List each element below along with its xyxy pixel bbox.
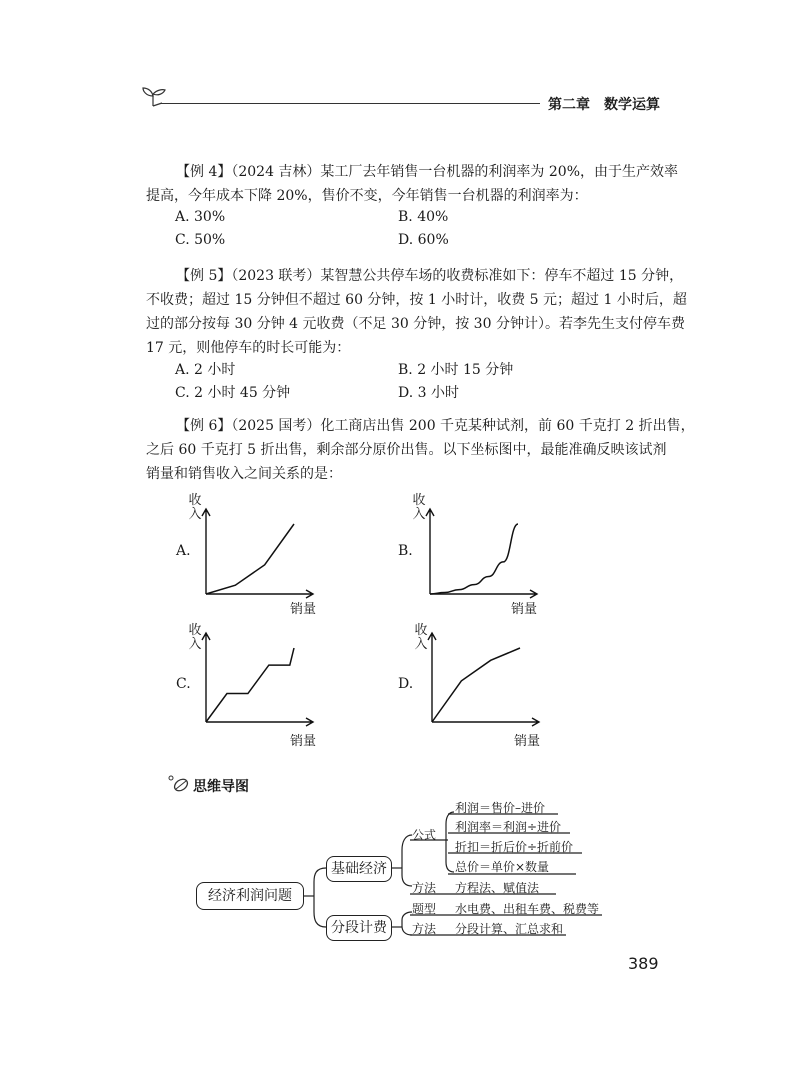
chart-c-xlabel: 销量 (290, 734, 317, 749)
mindmap-types: 水电费、出租车费、税费等 (455, 902, 600, 916)
example-5-option-c: C. 2 小时 45 分钟 (175, 385, 291, 401)
example-4-line-2: 提高，今年成本下降 20%，售价不变，今年销售一台机器的利润率为： (146, 188, 588, 204)
chart-b-ylabel: 收入 (412, 493, 426, 522)
example-5-line-2: 不收费；超过 15 分钟但不超过 60 分钟，按 1 小时计，收费 5 元；超过 1 小时后，超 (146, 292, 687, 308)
mindmap-formula-label: 公式 (412, 828, 437, 842)
chart-c-label: C. (176, 676, 191, 692)
example-5-line-4: 17 元，则他停车的时长可能为： (146, 340, 351, 356)
chart-b-xlabel: 销量 (511, 602, 538, 617)
example-6-line-3: 销量和销售收入之间关系的是： (146, 466, 342, 482)
mindmap-formula-profit: 利润＝售价–进价 (455, 801, 546, 815)
example-5-option-a: A. 2 小时 (175, 362, 236, 378)
chart-b-label: B. (398, 543, 413, 559)
mindmap-formula-discount: 折扣＝折后价÷折前价 (455, 840, 574, 854)
chart-a-xlabel: 销量 (290, 602, 317, 617)
mindmap-formula-total: 总价＝单价×数量 (455, 860, 550, 874)
mindmap-branch-basic: 基础经济 (326, 856, 392, 882)
mindmap-title: 思维导图 (193, 779, 249, 795)
page-number: 389 (628, 954, 659, 973)
example-5-line-1: 【例 5】（2023 联考）某智慧公共停车场的收费标准如下：停车不超过 15 分钟， (176, 268, 684, 284)
example-4-option-b: B. 40% (398, 209, 449, 225)
chart-a-ylabel: 收入 (188, 493, 202, 522)
example-4-option-d: D. 60% (398, 232, 449, 248)
chart-d-ylabel: 收入 (414, 623, 428, 652)
mindmap-method-label-1: 方法 (412, 881, 437, 895)
example-5-line-3: 过的部分按每 30 分钟 4 元收费（不足 30 分钟，按 30 分钟计）。若李先生支付停车费 (146, 316, 685, 332)
chart-a-label: A. (176, 543, 191, 559)
example-4-option-a: A. 30% (175, 209, 226, 225)
example-4-line-1: 【例 4】（2024 吉林）某工厂去年销售一台机器的利润率为 20%，由于生产效率 (176, 164, 679, 180)
mindmap-branch-tiered: 分段计费 (326, 915, 392, 941)
mindmap-type-label: 题型 (412, 902, 437, 916)
chart-d-xlabel: 销量 (514, 734, 541, 749)
mindmap-root: 经济利润问题 (196, 882, 304, 910)
mindmap-method-2: 分段计算、汇总求和 (455, 922, 564, 936)
example-4-option-c: C. 50% (175, 232, 226, 248)
chapter-title: 第二章 数学运算 (548, 97, 660, 113)
mindmap-formula-profit-rate: 利润率＝利润÷进价 (455, 820, 562, 834)
mindmap-method-label-2: 方法 (412, 922, 437, 936)
chart-c-ylabel: 收入 (188, 623, 202, 652)
example-6-line-2: 之后 60 千克打 5 折出售，剩余部分原价出售。以下坐标图中，最能准确反映该试剂 (146, 442, 667, 458)
example-5-option-d: D. 3 小时 (398, 385, 459, 401)
mindmap-method-1: 方程法、赋值法 (455, 881, 540, 895)
chart-d-label: D. (398, 676, 414, 692)
example-5-option-b: B. 2 小时 15 分钟 (398, 362, 514, 378)
example-6-line-1: 【例 6】（2025 国考）化工商店出售 200 千克某种试剂，前 60 千克打 2 折出售， (176, 418, 695, 434)
